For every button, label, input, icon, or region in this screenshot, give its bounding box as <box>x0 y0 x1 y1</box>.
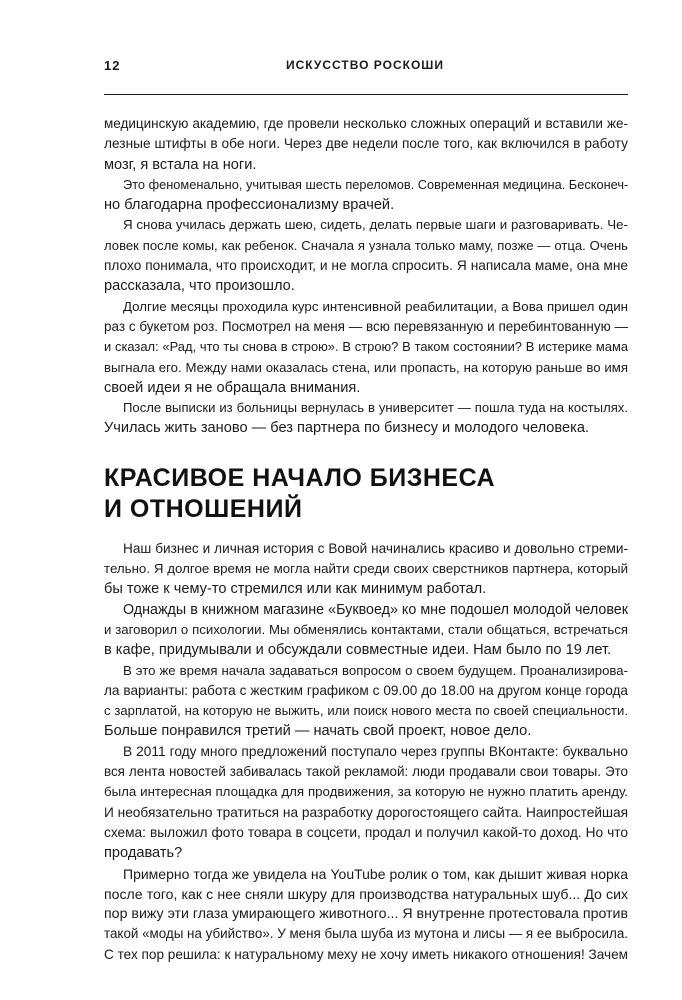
paragraph <box>104 864 628 965</box>
paragraph <box>104 600 628 661</box>
text-line: Это феноменально, учитывая шесть переломов. Современная медицина. Бесконеч- <box>123 176 629 192</box>
text-line: Больше понравился третий — начать свой проект, новое дело. <box>104 723 532 740</box>
text-line: лезные штифты в обе ноги. Через две недели после того, как включился в работу <box>104 136 628 152</box>
text-line: Долгие месяцы проходила курс интенсивной реабилитации, а Вова пришел один <box>123 298 628 314</box>
text-line: выгнала его. Между нами оказалась стена, или пропасть, на которую раньше во имя <box>104 359 628 375</box>
text-line: ла варианты: работа с жестким графиком с 09.00 до 18.00 на другом конце города <box>104 682 628 698</box>
text-line: В 2011 году много предложений поступало через группы ВКонтакте: буквально <box>123 743 628 759</box>
text-line: схема: выложил фото товара в соцсети, продал и получил какой-то доход. Но что <box>104 824 628 840</box>
text-line: и заговорил о психологии. Мы обменялись контактами, стали общаться, встречаться <box>104 621 628 637</box>
paragraph <box>104 297 628 398</box>
body-text <box>104 114 628 965</box>
text-line: продавать? <box>104 845 183 862</box>
text-line: плохо понимала, что происходит, и не могла спросить. Я написала маме, она мне <box>104 258 628 274</box>
text-line: но благодарна профессионализму врачей. <box>104 197 395 214</box>
text-line: и сказал: «Рад, что ты снова в строю». В строю? В таком состоянии? В истерике мама <box>104 339 628 355</box>
section-heading <box>104 463 628 525</box>
text-line: была интересная площадка для продвижения, за которую не нужно платить аренду. <box>104 784 628 800</box>
text-line: мозг, я встала на ноги. <box>104 156 257 173</box>
text-line: рассказала, что произошло. <box>104 278 295 295</box>
paragraph <box>104 114 628 175</box>
header-rule <box>104 94 628 95</box>
paragraph <box>104 398 628 439</box>
text-line: такой «моды на убийство». У меня была шуба из мутона и лисы — я ее выбросила. <box>104 926 628 942</box>
paragraph <box>104 175 628 216</box>
text-line: после того, как с нее сняли шкуру для производства натуральных шуб... До сих <box>104 885 628 902</box>
section-heading-line: И ОТНОШЕНИЙ <box>104 494 303 523</box>
text-line: в кафе, придумывали и обсуждали совместные идеи. Нам было по 19 лет. <box>104 642 612 659</box>
text-line: Однажды в книжном магазине «Буквоед» ко мне подошел молодой человек <box>123 601 628 618</box>
page-number: 12 <box>104 58 121 73</box>
text-line: Примерно тогда же увидела на YouTube ролик о том, как дышит живая норка <box>123 865 628 882</box>
section-heading-line: КРАСИВОЕ НАЧАЛО БИЗНЕСА <box>104 463 496 492</box>
text-line: бы тоже к чему-то стремился или как минимум работал. <box>104 581 487 598</box>
text-line: Я снова училась держать шею, сидеть, делать первые шаги и разговаривать. Че- <box>123 217 628 233</box>
text-line: ловек после комы, как ребенок. Сначала я узнала только маму, позже — отца. Очень <box>104 237 628 253</box>
text-line: С тех пор решила: к натуральному меху не хочу иметь никакого отношения! Зачем <box>104 946 628 962</box>
text-line: тельно. Я долгое время не могла найти среди своих сверстников партнера, который <box>104 561 628 577</box>
text-line: раз с букетом роз. Посмотрел на меня — всю перевязанную и перебинтованную — <box>104 318 628 334</box>
text-line: своей идеи я не обращала внимания. <box>104 379 361 396</box>
text-line: После выписки из больницы вернулась в университет — пошла туда на костылях. <box>123 400 628 416</box>
running-title: ИСКУССТВО РОСКОШИ <box>286 58 444 72</box>
paragraph <box>104 742 628 864</box>
text-line: И необязательно тратиться на разработку дорогостоящего сайта. Наипростейшая <box>104 804 629 820</box>
text-line: с зарплатой, на которую не выжить, или поиск нового места по своей специальности. <box>104 703 628 719</box>
text-line: пор вижу эти глаза умирающего животного... Я внутренне протестовала против <box>104 906 628 923</box>
text-line: Училась жить заново — без партнера по бизнесу и молодого человека. <box>104 420 589 437</box>
running-head <box>104 58 628 78</box>
paragraph <box>104 539 628 600</box>
text-line: медицинскую академию, где провели несколько сложных операций и вставили же- <box>104 116 628 131</box>
paragraph <box>104 215 628 296</box>
paragraph <box>104 661 628 742</box>
text-line: вся лента новостей забивалась такой рекламой: люди продавали свои товары. Это <box>104 764 628 780</box>
text-line: Наш бизнес и личная история с Вовой начинались красиво и довольно стреми- <box>123 540 628 556</box>
text-line: В это же время начала задаваться вопросом о своем будущем. Проанализирова- <box>123 662 628 678</box>
